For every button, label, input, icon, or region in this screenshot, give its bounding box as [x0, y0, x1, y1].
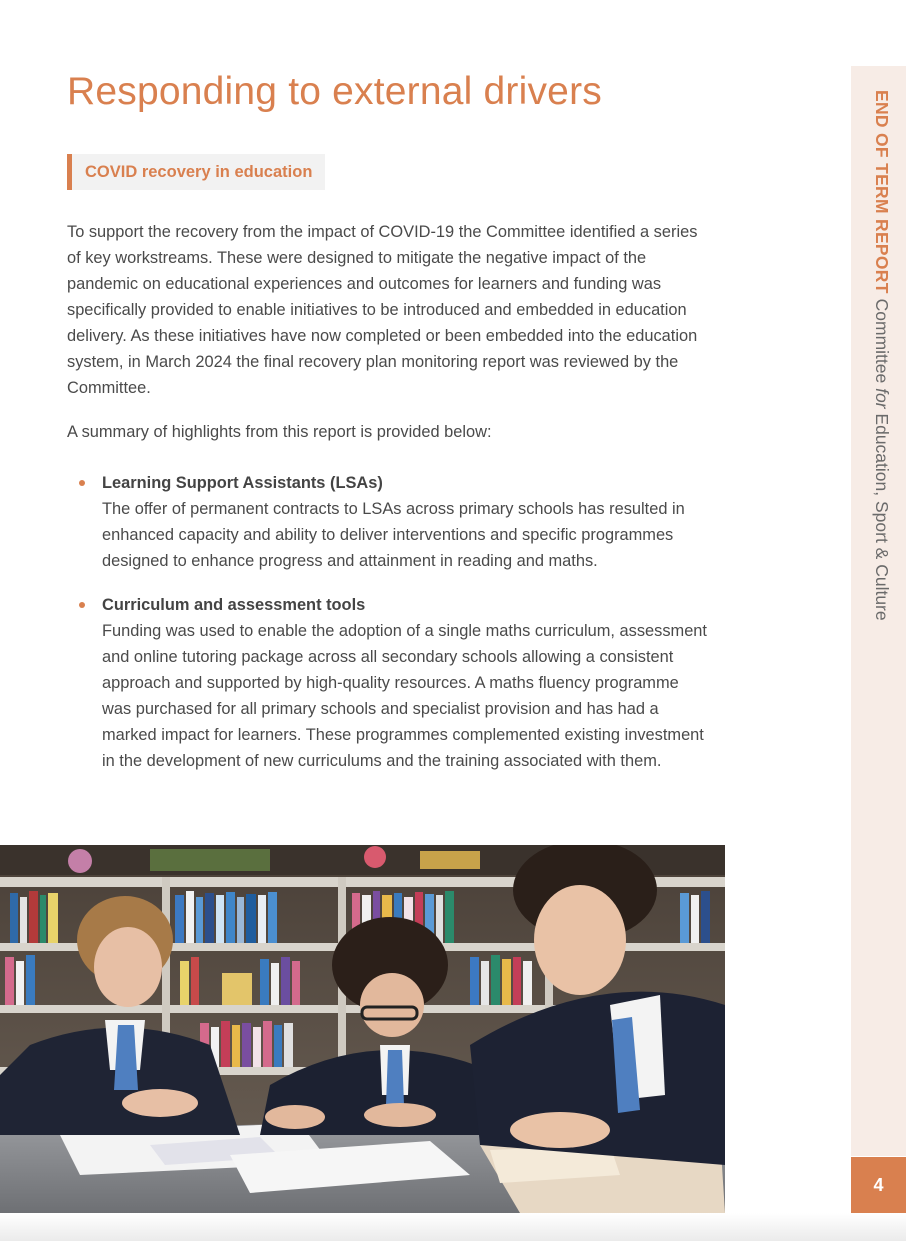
committee-name-part1: Committee: [872, 298, 892, 384]
highlight-text: The offer of permanent contracts to LSAs across primary schools has resulted in enhanced capacity and ability to deliver interventions and specific programmes designed to enhance progress and attainment in reading and maths.: [102, 500, 685, 570]
report-label: END OF TERM REPORT: [872, 90, 892, 294]
students-library-photo: [0, 845, 725, 1213]
highlight-heading: Learning Support Assistants (LSAs): [102, 474, 383, 492]
committee-name-for: for: [872, 388, 892, 409]
highlight-item: [102, 592, 712, 774]
committee-name-part2: Education, Sport & Culture: [872, 413, 892, 621]
page-title: Responding to external drivers: [67, 70, 602, 113]
page-number: 4: [851, 1157, 906, 1213]
bullet-dot-icon: [79, 602, 85, 608]
sidebar-report-title: [871, 90, 892, 621]
photo-illustration: [0, 845, 725, 1213]
summary-paragraph: A summary of highlights from this report is provided below:: [67, 423, 492, 441]
section-tag: COVID recovery in education: [67, 154, 325, 190]
bullet-dot-icon: [79, 480, 85, 486]
highlight-text: Funding was used to enable the adoption of a single maths curriculum, assessment and online tutoring package across all secondary schools allowing a consistent approach and supported by high-quality resources. A maths fluency programme was purchased for all primary schools and specialist provision and has had a marked impact for learners. These programmes complemented existing investment in the development of new curriculums and the training associated with them.: [102, 622, 707, 770]
highlight-heading: Curriculum and assessment tools: [102, 596, 366, 614]
page-bottom-shade: [0, 1213, 906, 1241]
highlight-item: [102, 470, 712, 574]
intro-paragraph: To support the recovery from the impact of COVID-19 the Committee identified a series of key workstreams. These were designed to mitigate the negative impact of the pandemic on educational experiences and outcomes for learners and funding was specifically provided to enable initiatives to be introduced and embedded in education delivery. As these initiatives have now completed or been embedded into the education system, in March 2024 the final recovery plan monitoring report was reviewed by the Committee.: [67, 223, 698, 397]
